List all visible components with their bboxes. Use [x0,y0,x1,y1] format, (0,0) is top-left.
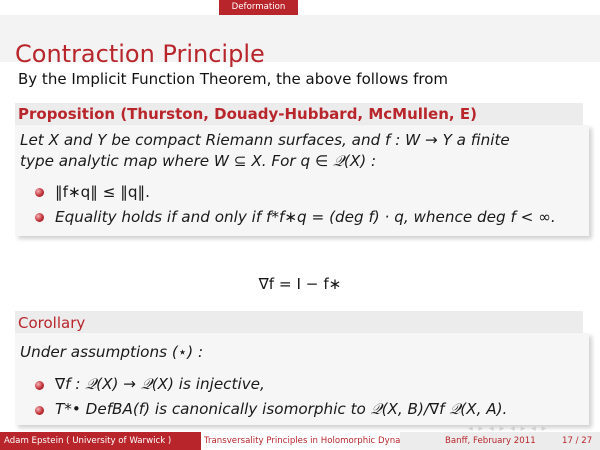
footer-date: Banff, February 2011 [445,436,536,446]
bullet-icon [35,406,44,415]
slide-title: Contraction Principle [15,40,265,68]
proposition-statement [20,130,580,172]
frame-title-bar [0,15,600,68]
corollary-heading: Corollary [18,314,86,332]
intro-text: By the Implicit Function Theorem, the above follows from [18,70,449,88]
display-formula: ∇f = I − f∗ [258,275,342,293]
corollary-item-2: T*• DefBA(f) is canonically isomorphic to 𝒬(X, B)/∇f 𝒬(X, A). [55,400,508,418]
footer-talk-title: Transversality Principles in Holomorphic Dyna [204,436,400,446]
footer-info-box [400,432,600,450]
corollary-header [15,311,583,333]
bullet-icon [35,188,44,197]
section-header-bar [0,0,600,15]
proposition-item-2: Equality holds if and only if f*f∗q = (deg f) · q, whence deg f < ∞. [55,208,556,226]
proposition-header [15,103,583,125]
footer-author: Adam Epstein ( University of Warwick ) [4,436,172,446]
corollary-assumption: Under assumptions (⋆) : [20,343,204,361]
footer-title-box [201,432,400,450]
footer-page-number: 17 / 27 [562,436,593,446]
navigation-symbols[interactable]: ◀ ▶ ◀ ▶ ◀ ▶ ◀ ▶ [468,425,549,432]
bullet-icon [35,381,44,390]
footer-author-box [0,432,201,450]
proposition-statement-line1: Let X and Y be compact Riemann surfaces, and f : W → Y a finite [20,131,510,149]
section-title: Deformation [219,0,298,15]
corollary-item-1: ∇f : 𝒬(X) → 𝒬(X) is injective, [55,375,265,393]
proposition-statement-line2: type analytic map where W ⊆ X. For q ∈ 𝒬(X) : [20,152,377,170]
proposition-heading: Proposition (Thurston, Douady-Hubbard, McMullen, E) [18,105,477,123]
footer-bar [0,432,600,450]
bullet-icon [35,213,44,222]
proposition-item-1: ‖f∗q‖ ≤ ‖q‖. [55,183,150,201]
